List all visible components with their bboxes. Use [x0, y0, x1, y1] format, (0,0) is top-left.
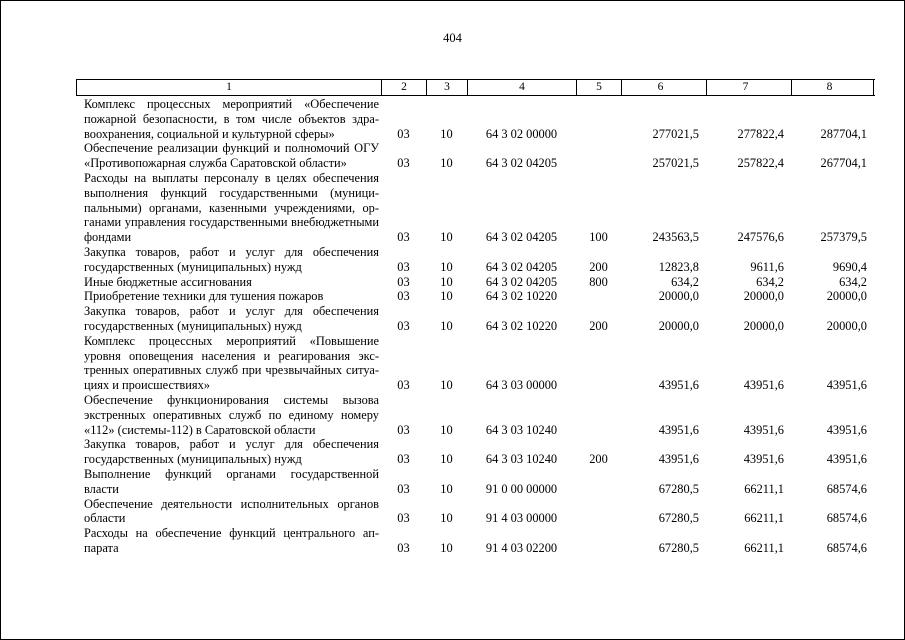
cell-amount-year2: 66211,1: [744, 540, 784, 555]
cell-rz: 03: [397, 318, 410, 333]
cell-amount-year1: 12823,8: [658, 259, 699, 274]
cell-vr: 800: [589, 274, 608, 289]
cell-amount-year3: 267704,1: [820, 156, 867, 171]
cell-csr: 64 3 02 04205: [485, 230, 558, 245]
cell-rz: 03: [397, 156, 410, 171]
cell-csr: 91 4 03 02200: [485, 540, 558, 555]
row-description: Комплекс процессных мероприятий «Обеспечение пожарной безопасности, в том числе объектов здравоохранения, социальной и культурной сферы»: [84, 97, 379, 141]
cell-pr: 10: [440, 452, 453, 467]
page-number: 404: [443, 31, 462, 45]
cell-amount-year3: 9690,4: [832, 259, 867, 274]
cell-amount-year3: 287704,1: [820, 126, 867, 141]
row-description: Выполнение функций органами государственной власти: [84, 466, 379, 496]
cell-amount-year2: 66211,1: [744, 511, 784, 526]
table-row: [76, 245, 875, 275]
table-row: [76, 467, 875, 497]
table-row: [76, 289, 875, 304]
table-row: [76, 334, 875, 393]
cell-amount-year2: 20000,0: [743, 289, 784, 304]
header-cell-7: 7: [707, 80, 792, 95]
row-description: Комплекс процессных мероприятий «Повышение уровня оповещения населения и реагирования экстренных оперативных служб при чрезвычайных ситуациях и происшествиях»: [84, 333, 379, 393]
cell-amount-year2: 247576,6: [737, 230, 784, 245]
cell-amount-year3: 43951,6: [826, 422, 867, 437]
cell-rz: 03: [397, 274, 410, 289]
cell-pr: 10: [440, 259, 453, 274]
cell-rz: 03: [397, 540, 410, 555]
header-cell-4: 4: [468, 80, 577, 95]
cell-rz: 03: [397, 259, 410, 274]
cell-amount-year1: 43951,6: [658, 452, 699, 467]
row-description: Расходы на обеспечение функций центрального аппарата: [84, 526, 379, 555]
cell-amount-year1: 243563,5: [652, 230, 699, 245]
row-description: Закупка товаров, работ и услуг для обеспечения государственных (муниципальных) нужд: [84, 244, 379, 274]
cell-csr: 91 4 03 00000: [485, 511, 558, 526]
cell-rz: 03: [397, 422, 410, 437]
table-row: [76, 526, 875, 556]
cell-amount-year3: 20000,0: [826, 289, 867, 304]
cell-amount-year1: 277021,5: [652, 126, 699, 141]
row-description: Закупка товаров, работ и услуг для обеспечения государственных (муниципальных) нужд: [84, 437, 379, 467]
table-row: [76, 97, 875, 141]
table-body: [76, 97, 875, 556]
cell-csr: 64 3 02 00000: [485, 126, 558, 141]
cell-pr: 10: [440, 126, 453, 141]
cell-amount-year2: 20000,0: [743, 318, 784, 333]
cell-amount-year3: 634,2: [839, 274, 867, 289]
cell-amount-year3: 43951,6: [826, 378, 867, 393]
cell-csr: 64 3 03 10240: [485, 422, 558, 437]
table-row: [76, 437, 875, 467]
cell-pr: 10: [440, 511, 453, 526]
table-row: [76, 141, 875, 171]
cell-vr: 200: [589, 259, 608, 274]
cell-rz: 03: [397, 126, 410, 141]
cell-amount-year3: 68574,6: [826, 511, 867, 526]
row-description: Расходы на выплаты персоналу в целях обеспечения выполнения функций государственными (муниципальными) органами, казенными учреждениями, органами управления государственными внебюджетными фондами: [84, 170, 379, 245]
cell-pr: 10: [440, 481, 453, 496]
cell-amount-year1: 20000,0: [658, 318, 699, 333]
row-description: Обеспечение реализации функций и полномочий ОГУ «Противопожарная служба Саратовской области»: [84, 141, 379, 171]
cell-amount-year1: 67280,5: [658, 481, 699, 496]
cell-amount-year2: 257822,4: [737, 156, 784, 171]
cell-rz: 03: [397, 481, 410, 496]
cell-vr: 100: [589, 230, 608, 245]
cell-amount-year1: 67280,5: [658, 511, 699, 526]
cell-rz: 03: [397, 452, 410, 467]
cell-csr: 64 3 02 04205: [485, 259, 558, 274]
cell-amount-year1: 20000,0: [658, 289, 699, 304]
table-row: [76, 304, 875, 334]
cell-csr: 64 3 02 04205: [485, 274, 558, 289]
cell-amount-year3: 68574,6: [826, 540, 867, 555]
cell-vr: 200: [589, 318, 608, 333]
cell-csr: 64 3 02 10220: [485, 318, 558, 333]
cell-pr: 10: [440, 156, 453, 171]
cell-amount-year2: 43951,6: [743, 452, 784, 467]
cell-rz: 03: [397, 289, 410, 304]
cell-amount-year1: 67280,5: [658, 540, 699, 555]
cell-pr: 10: [440, 422, 453, 437]
cell-pr: 10: [440, 274, 453, 289]
cell-csr: 64 3 03 00000: [485, 378, 558, 393]
cell-amount-year2: 634,2: [756, 274, 784, 289]
header-cell-2: 2: [382, 80, 427, 95]
table-row: [76, 275, 875, 290]
cell-csr: 64 3 02 10220: [485, 289, 558, 304]
row-description: Закупка товаров, работ и услуг для обеспечения государственных (муниципальных) нужд: [84, 304, 379, 333]
cell-rz: 03: [397, 511, 410, 526]
cell-amount-year3: 20000,0: [826, 318, 867, 333]
row-description: Обеспечение деятельности исполнительных органов области: [84, 496, 379, 526]
cell-csr: 64 3 03 10240: [485, 452, 558, 467]
table-row: [76, 497, 875, 527]
cell-vr: 200: [589, 452, 608, 467]
cell-pr: 10: [440, 378, 453, 393]
cell-amount-year2: 66211,1: [744, 481, 784, 496]
cell-pr: 10: [440, 289, 453, 304]
row-description: Иные бюджетные ассигнования: [84, 274, 252, 289]
cell-amount-year3: 257379,5: [820, 230, 867, 245]
cell-amount-year2: 43951,6: [743, 422, 784, 437]
cell-amount-year2: 9611,6: [750, 259, 784, 274]
cell-pr: 10: [440, 230, 453, 245]
cell-csr: 91 0 00 00000: [485, 481, 558, 496]
header-cell-6: 6: [622, 80, 707, 95]
cell-amount-year3: 68574,6: [826, 481, 867, 496]
budget-table: [76, 79, 875, 556]
cell-rz: 03: [397, 230, 410, 245]
row-description: Обеспечение функционирования системы вызова экстренных оперативных служб по единому номеру «112» (системы-112) в Саратовской области: [84, 392, 379, 437]
cell-csr: 64 3 02 04205: [485, 156, 558, 171]
cell-amount-year2: 277822,4: [737, 126, 784, 141]
header-cell-1: 1: [77, 80, 382, 95]
cell-rz: 03: [397, 378, 410, 393]
table-header-row: [76, 79, 875, 96]
table-row: [76, 171, 875, 245]
cell-amount-year1: 43951,6: [658, 378, 699, 393]
header-cell-5: 5: [577, 80, 622, 95]
cell-amount-year1: 257021,5: [652, 156, 699, 171]
cell-pr: 10: [440, 540, 453, 555]
header-cell-3: 3: [427, 80, 468, 95]
header-cell-8: 8: [792, 80, 874, 95]
cell-amount-year1: 634,2: [671, 274, 699, 289]
cell-pr: 10: [440, 318, 453, 333]
row-description: Приобретение техники для тушения пожаров: [84, 289, 324, 304]
cell-amount-year1: 43951,6: [658, 422, 699, 437]
table-row: [76, 393, 875, 437]
cell-amount-year3: 43951,6: [826, 452, 867, 467]
cell-amount-year2: 43951,6: [743, 378, 784, 393]
